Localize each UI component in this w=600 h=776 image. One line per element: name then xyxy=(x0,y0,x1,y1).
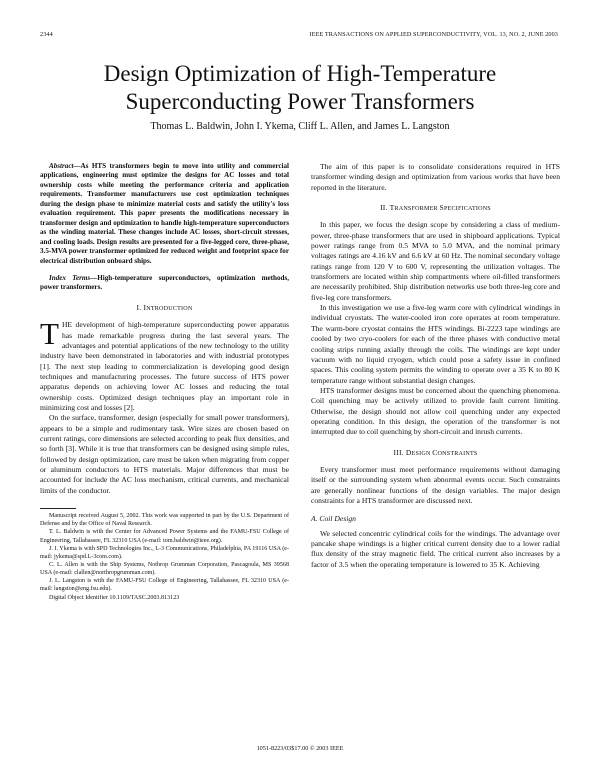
title-line-1: Design Optimization of High-Temperature xyxy=(103,61,497,86)
abstract-label: Abstract— xyxy=(49,162,81,170)
footnote-ykema: J. I. Ykema is with SPD Technologies Inc., L-3 Communications, Philadelphia, PA 19116 USA (e-mail: jykema@spd.L-3com.com). xyxy=(40,545,289,560)
coil-paragraph-1: We selected concentric cylindrical coils for the windings. The advantage over pancake shape windings is a higher critical current density due to a lower radial flux density of the stray magnetic field. The critical current also increases by a factor of 3.5 when the operating temperature is lowered to 35 K. Achieving xyxy=(311,528,560,569)
footnotes xyxy=(40,512,289,602)
subsection-heading-coil-design: A. Coil Design xyxy=(311,514,356,524)
index-terms xyxy=(40,274,289,293)
section-heading-constraints: III. DESIGN CONSTRAINTS xyxy=(393,447,478,457)
abstract xyxy=(40,162,289,266)
section-heading-introduction: I. INTRODUCTION xyxy=(136,302,193,312)
author-list: Thomas L. Baldwin, John I. Ykema, Cliff L. Allen, and James L. Langston xyxy=(150,121,450,132)
constraints-paragraph-1: Every transformer must meet performance requirements without damaging itself or the surrounding system when abnormal events occur. Such constraints are generally nonlinear functions of the design variables. The major design constraints for a HTS transformer are discussed next. xyxy=(311,464,560,505)
running-header: IEEE TRANSACTIONS ON APPLIED SUPERCONDUCTIVITY, VOL. 13, NO. 2, JUNE 2003 xyxy=(309,31,558,38)
aim-paragraph: The aim of this paper is to consolidate considerations required in HTS transformer winding design and optimization from various works that have been reported in the literature. xyxy=(311,162,560,192)
footnote-baldwin: T. L. Baldwin is with the Center for Advanced Power Systems and the FAMU-FSU College of Engineering, Tallahassee, FL 32310 USA (e-mail: tom.baldwin@ieee.org). xyxy=(40,529,289,544)
drop-cap: T xyxy=(40,316,59,352)
footnote-doi: Digital Object Identifier 10.1109/TASC.2003.813123 xyxy=(49,594,180,601)
footnote-langston: J. L. Langston is with the FAMU-FSU College of Engineering, Tallahassee, FL 32310 USA (e-mail: langston@eng.fsu.edu). xyxy=(40,578,289,593)
index-terms-label: Index Terms— xyxy=(49,273,98,282)
intro-paragraph-1: THE development of high-temperature superconducting power apparatus has made remarkable progress during the last several years. The advantages and potential applications of the new technology to the utility industry have been demonstrated in laboratories and with industrial prototypes [1]. The next step leading to commercialization is developing good design techniques and manufacturing processes. The future success of HTS power apparatus depends on achieving lower AC losses and reducing the total ownership costs. Optimized design techniques play an important role in minimizing cost and losses [2]. xyxy=(40,316,289,412)
specs-paragraph-1: In this paper, we focus the design scope by considering a class of medium-power, three-phase transformers that are used in shipboard applications. Typical power ratings range from 0.5 MVA to 5.0 MVA, and the nominal primary voltages ratings are 4.16 kV and 6.6 kV at 60 Hz. The nominal secondary voltage ratings range from 120 V to 600 V, representing the utilization voltages. The transformers are located within ship compartments where oil-filled transformers are necessarily prohibited. Ship distribution networks use both three-leg core and five-leg core transformers. xyxy=(311,220,560,302)
paper-title xyxy=(40,60,560,115)
specs-paragraph-3: HTS transformer designs must be concerned about the quenching phenomena. Coil quenching may be actively utilized to provide fault current limiting. Otherwise, the design should not allow coil quenching under any expected operating condition. In this design, the operation of the transformer is not interrupted due to coil quenching by short-circuit and inrush currents. xyxy=(311,385,560,437)
intro-paragraph-2: On the surface, transformer, design (especially for small power transformers), appears to be a simple and rudimentary task. Wire sizes are chosen based on current ratings, core dimensions are selected according to peak flux densities, and so forth [3]. While it is true that transformers can be designed using simple rules, followed by design optimization, care must be taken when migrating from copper or aluminum conductors to HTS materials. Major differences that must be accounted for include the AC loss mechanism, critical currents, and mechanical limits of the conductor. xyxy=(40,413,289,495)
right-column xyxy=(311,162,560,570)
title-line-2: Superconducting Power Transformers xyxy=(125,88,475,114)
page-number: 2344 xyxy=(40,31,53,38)
index-terms-text: High-temperature superconductors, optimization methods, power transformers. xyxy=(40,273,289,292)
specs-paragraph-2: In this investigation we use a five-leg warm core with cylindrical windings in individual cryostats. The water-cooled iron core operates at room temperature. The warm-bore cryostat contains the HTS windings. Bi-2223 tape windings are cooled by two cryo-coolers for each of the three phases with conductive metal cooling strips running axially through the coils. The windings are kept under vacuum with no liquid cryogen, which could pose a safety issue in confined spaces. This cooling system permits the winding to operate over a 35 K to 80 K temperature range without substantial design changes. xyxy=(311,303,560,385)
abstract-text: As HTS transformers begin to move into utility and commercial applications, engineering must optimize the designs for AC losses and total ownership costs while meeting the performance criteria and application requirements. Transformer manufacturers use cost optimization techniques during the design phase to minimize material costs and satisfy the utility's loss evaluation requirement. This paper presents the modifications necessary in transformer design and optimization to handle high-temperature superconductors as the winding material. These changes include AC losses, short-circuit stresses, and cooling loads. Design results are presented for a five-legged core, three-phase, 3.5-MVA power transformer optimized for reduced weight and footprint space for electrical distribution onboard ships. xyxy=(40,162,289,265)
footnote-manuscript: Manuscript received August 5, 2002. This work was supported in part by the U.S. Department of Defense and by the Office of Naval Research. xyxy=(40,513,289,528)
footnote-rule xyxy=(40,508,76,509)
copyright-footer: 1051-8223/03$17.00 © 2003 IEEE xyxy=(256,745,344,752)
section-heading-specifications: II. TRANSFORMER SPECIFICATIONS xyxy=(380,203,491,213)
footnote-allen: C. L. Allen is with the Ship Systems, Nothrop Grumman Corporation, Pascagoula, MS 39568 USA (e-mail: clallen@northropgrumman.com). xyxy=(40,562,289,577)
left-column xyxy=(40,162,289,602)
